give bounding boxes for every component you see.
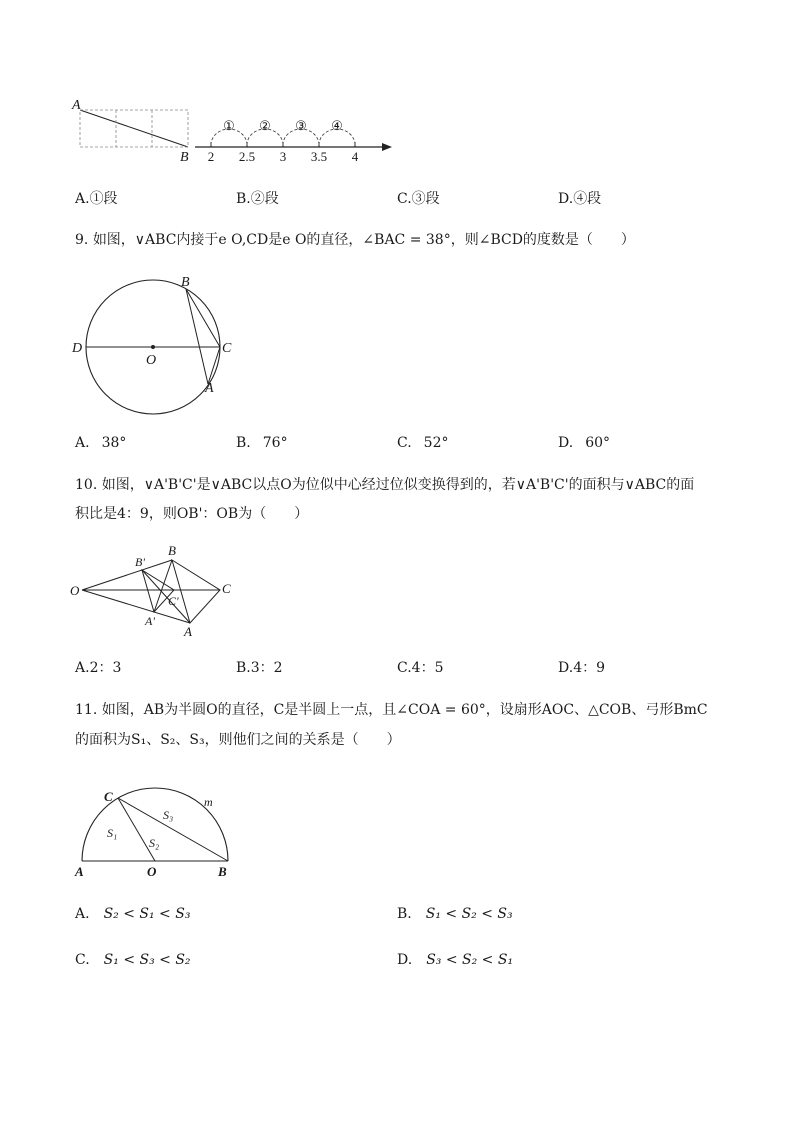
ray-ob: [82, 560, 172, 590]
chord-ba: [186, 289, 208, 384]
label-c: C: [104, 789, 113, 804]
q11-stem-line-2: [75, 729, 401, 751]
point-b-label: B: [180, 150, 189, 165]
segment-label-1: ①: [223, 118, 235, 133]
option-text: 38°: [101, 435, 127, 451]
segment-label-3: ③: [295, 118, 307, 133]
label-a: A: [184, 624, 192, 639]
option-key: C.: [397, 435, 412, 451]
q10-stem-line-1: [75, 474, 694, 496]
center-point: [151, 345, 155, 349]
option-key: A.: [75, 191, 90, 207]
q10-stem-line-2: [75, 503, 308, 525]
q10-option-d[interactable]: [558, 658, 605, 678]
option-key: B.: [397, 906, 412, 922]
tick-label-3: 3: [279, 149, 287, 164]
q8-option-d[interactable]: [558, 189, 601, 209]
q9-option-c[interactable]: [397, 433, 449, 453]
label-s2: S₂: [149, 836, 160, 850]
option-text: 2：3: [89, 660, 122, 676]
option-key: D.: [558, 660, 574, 676]
option-text: ④段: [573, 191, 602, 207]
label-a-prime: A': [145, 614, 155, 628]
q8-figure: [60, 90, 400, 170]
segment-label-4: ④: [331, 118, 343, 133]
triangle-abc: [172, 560, 220, 623]
question-number: 10.: [75, 477, 98, 493]
radius-oc: [118, 798, 155, 861]
label-s3: S₃: [163, 808, 174, 822]
q11-option-b[interactable]: [397, 904, 513, 924]
label-c: C: [222, 581, 231, 596]
question-text-continued: 积比是4：9，则OB'：OB为（ ）: [75, 506, 309, 522]
option-text: 4：9: [573, 660, 606, 676]
label-b: B: [218, 864, 227, 879]
q10-option-b[interactable]: [236, 658, 283, 678]
q11-option-c[interactable]: [75, 950, 191, 970]
q10-option-a[interactable]: [75, 658, 121, 678]
label-b: B: [168, 543, 176, 558]
q9-option-b[interactable]: [236, 433, 288, 453]
label-c: C: [222, 341, 232, 356]
tick-label-2-5: 2.5: [238, 149, 256, 164]
q9-figure: [65, 265, 250, 425]
option-text: ③段: [411, 191, 440, 207]
option-text: S₁ < S₃ < S₂: [103, 952, 191, 968]
chord-ca: [208, 347, 220, 384]
label-s1: S₁: [107, 826, 118, 840]
label-o: O: [70, 583, 80, 598]
option-key: B.: [236, 435, 251, 451]
option-key: B.: [236, 660, 251, 676]
tick-label-3-5: 3.5: [310, 149, 328, 164]
option-text: 3：2: [250, 660, 283, 676]
q8-option-a[interactable]: [75, 189, 118, 209]
label-o: O: [146, 353, 157, 368]
segment-label-2: ②: [259, 118, 271, 133]
option-text: S₁ < S₂ < S₃: [425, 906, 513, 922]
option-key: C.: [397, 191, 412, 207]
label-c-prime: C': [168, 594, 179, 608]
option-text: 76°: [262, 435, 288, 451]
label-a: A: [205, 381, 214, 396]
option-text: 60°: [585, 435, 611, 451]
label-m: m: [204, 795, 213, 809]
q10-option-c[interactable]: [397, 658, 444, 678]
q9-option-d[interactable]: [558, 433, 610, 453]
label-o: O: [147, 864, 157, 879]
q11-option-a[interactable]: [75, 904, 190, 924]
q11-figure: [65, 785, 245, 885]
q10-figure: [60, 540, 240, 645]
tick-label-4: 4: [351, 149, 359, 164]
option-key: B.: [236, 191, 251, 207]
q9-option-a[interactable]: [75, 433, 126, 453]
option-text: ②段: [250, 191, 279, 207]
option-text: ①段: [89, 191, 118, 207]
q9-stem: [75, 229, 635, 251]
chord-bc: [186, 289, 220, 347]
question-number: 9.: [75, 232, 89, 248]
option-key: A.: [75, 435, 90, 451]
option-text: 52°: [423, 435, 449, 451]
option-key: A.: [75, 906, 90, 922]
question-text: 如图，∨ABC内接于e O,CD是e O的直径，∠BAC = 38°，则∠BCD的度数是（ ）: [92, 232, 635, 248]
option-key: A.: [75, 660, 90, 676]
question-number: 11.: [75, 702, 98, 718]
q11-stem-line-1: [75, 699, 708, 721]
option-key: D.: [397, 952, 413, 968]
label-a: A: [75, 864, 84, 879]
option-text: S₃ < S₂ < S₁: [426, 952, 514, 968]
point-a-label: A: [72, 98, 81, 113]
tick-label-2: 2: [207, 149, 215, 164]
segment-ab: [80, 110, 188, 147]
option-text: S₂ < S₁ < S₃: [103, 906, 191, 922]
label-b-prime: B': [135, 555, 145, 569]
option-key: C.: [75, 952, 90, 968]
q11-option-d[interactable]: [397, 950, 513, 970]
question-text: 如图，∨A'B'C'是∨ABC以点O为位似中心经过位似变换得到的，若∨A'B'C'的面积与∨ABC的面: [101, 477, 695, 493]
question-text: 如图，AB为半圆O的直径，C是半圆上一点，且∠COA = 60°，设扇形AOC、△COB、弓形BmC: [101, 702, 708, 718]
number-line-arrow: [382, 143, 392, 151]
option-key: D.: [558, 435, 574, 451]
q8-option-b[interactable]: [236, 189, 279, 209]
option-text: 4：5: [411, 660, 444, 676]
option-key: D.: [558, 191, 574, 207]
q8-option-c[interactable]: [397, 189, 440, 209]
option-key: C.: [397, 660, 412, 676]
question-text-continued: 的面积为S₁、S₂、S₃，则他们之间的关系是（ ）: [75, 732, 401, 748]
label-d: D: [72, 341, 83, 356]
label-b: B: [181, 275, 190, 290]
